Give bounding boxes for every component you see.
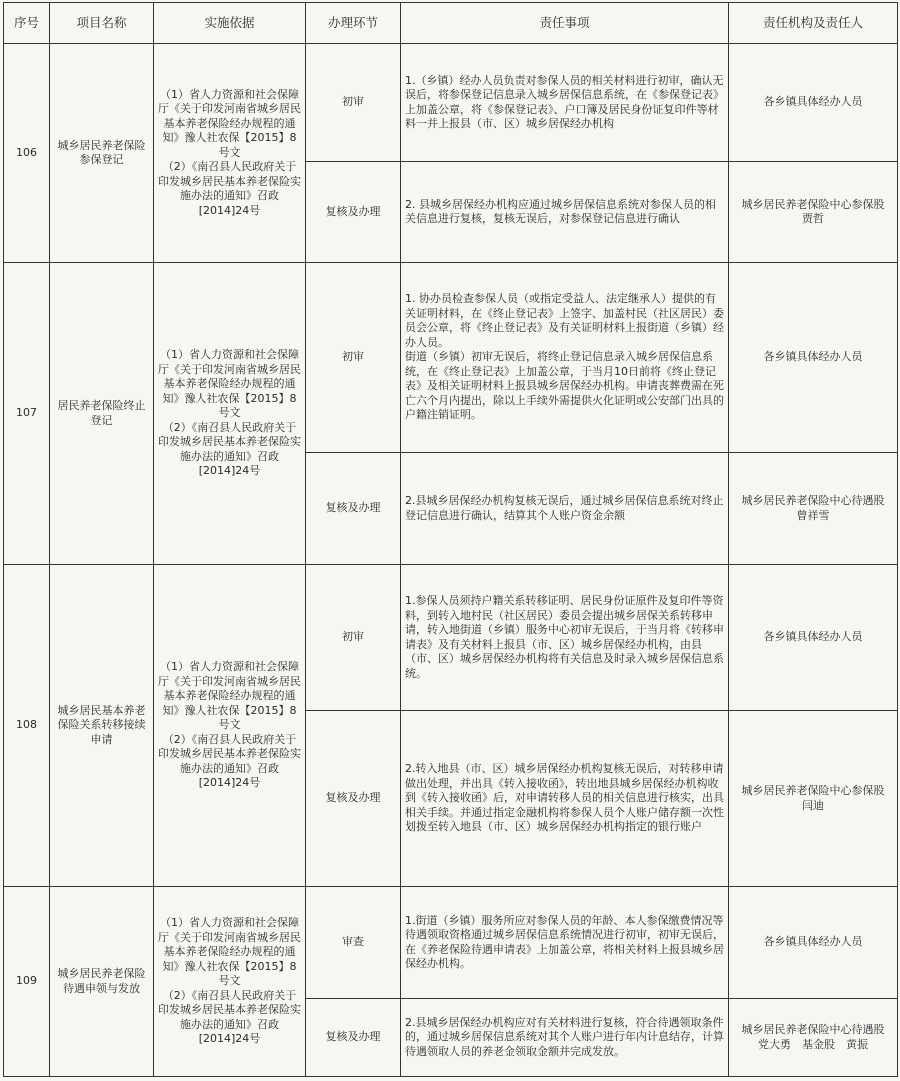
row-seq: 108 [4,565,50,887]
header-duty: 责任事项 [401,3,729,44]
row-org: 城乡居民养老保险中心待遇股 党大勇 基金股 黄振 [729,999,898,1077]
header-row [4,3,898,44]
table-row [4,565,898,711]
table-row [4,887,898,999]
row-org: 各乡镇具体经办人员 [729,887,898,999]
header-stage: 办理环节 [306,3,401,44]
row-org: 城乡居民养老保险中心参保股 贾哲 [729,162,898,263]
row-org: 各乡镇具体经办人员 [729,44,898,162]
row-basis: （1）省人力资源和社会保障厅《关于印发河南省城乡居民基本养老保险经办规程的通知》豫人社农保【2015】8号文 （2）《南召县人民政府关于印发城乡居民基本养老保险实施办法的通知》召政[2014]24号 [154,565,306,887]
row-duty: 2.转入地县（市、区）城乡居保经办机构复核无误后，对转移申请做出处理，并出具《转入接收函》，转出地县城乡居保经办机构收到《转入接收函》后，对申请转移人员的相关信息进行核实，出具相关手续。并通过指定金融机构将参保人员个人账户储存额一次性划拨至转入地县（市、区）城乡居保经办机构指定的银行账户 [401,711,729,887]
table-row [4,44,898,162]
row-duty: 1. 协办员检查参保人员（或指定受益人、法定继承人）提供的有关证明材料，在《终止登记表》上签字、加盖村民（社区居民）委员会公章，将《终止登记表》及有关证明材料上报街道（乡镇）经办人员。 街道（乡镇）初审无误后，将终止登记信息录入城乡居保信息系统，在《终止登记表》上加盖公章，于当月10日前将《终止登记表》及相关证明材料上报县城乡居保经办机构。申请丧葬费需在死亡六个月内提出，除以上手续外需提供火化证明或公安部门出具的户籍注销证明。 [401,263,729,453]
row-stage: 初审 [306,565,401,711]
row-duty: 2.县城乡居保经办机构复核无误后，通过城乡居保信息系统对终止登记信息进行确认，结算其个人账户资金余额 [401,453,729,565]
row-seq: 107 [4,263,50,565]
row-duty: 2. 县城乡居保经办机构应通过城乡居保信息系统对参保人员的相关信息进行复核，复核无误后，对参保登记信息进行确认 [401,162,729,263]
row-basis: （1）省人力资源和社会保障厅《关于印发河南省城乡居民基本养老保险经办规程的通知》豫人社农保【2015】8号文 （2）《南召县人民政府关于印发城乡居民基本养老保险实施办法的通知》召政[2014]24号 [154,263,306,565]
row-stage: 复核及办理 [306,999,401,1077]
row-duty: 1.（乡镇）经办人员负责对参保人员的相关材料进行初审，确认无误后，将参保登记信息录入城乡居保信息系统，在《参保登记表》上加盖公章，将《参保登记表》、户口簿及居民身份证复印件等材料一并上报县（市、区）城乡居保经办机构 [401,44,729,162]
row-org: 各乡镇具体经办人员 [729,263,898,453]
header-org: 责任机构及责任人 [729,3,898,44]
header-project-name: 项目名称 [50,3,154,44]
row-duty: 1.街道（乡镇）服务所应对参保人员的年龄、本人参保缴费情况等待遇领取资格通过城乡居保信息系统情况进行初审，初审无误后，在《养老保险待遇申请表》上加盖公章，将相关材料上报县城乡居保经办机构。 [401,887,729,999]
row-stage: 复核及办理 [306,711,401,887]
row-project-name: 城乡居民养老保险参保登记 [50,44,154,263]
row-project-name: 居民养老保险终止登记 [50,263,154,565]
responsibility-table [3,2,898,1077]
header-basis: 实施依据 [154,3,306,44]
row-project-name: 城乡居民基本养老保险关系转移接续申请 [50,565,154,887]
row-duty: 1.参保人员须持户籍关系转移证明、居民身份证原件及复印件等资料，到转入地村民（社区居民）委员会提出城乡居保关系转移申请，转入地街道（乡镇）服务中心初审无误后，于当月将《转移申请表》及有关材料上报县（市、区）城乡居保经办机构，由县（市、区）城乡居保经办机构将有关信息及时录入城乡居保信息系统。 [401,565,729,711]
row-project-name: 城乡居民养老保险待遇申领与发放 [50,887,154,1077]
row-seq: 106 [4,44,50,263]
row-basis: （1）省人力资源和社会保障厅《关于印发河南省城乡居民基本养老保险经办规程的通知》豫人社农保【2015】8号文 （2）《南召县人民政府关于印发城乡居民基本养老保险实施办法的通知》召政[2014]24号 [154,887,306,1077]
row-org: 城乡居民养老保险中心待遇股 曾祥雪 [729,453,898,565]
row-stage: 初审 [306,263,401,453]
row-stage: 审查 [306,887,401,999]
row-org: 城乡居民养老保险中心参保股 闫迪 [729,711,898,887]
row-stage: 复核及办理 [306,453,401,565]
row-stage: 初审 [306,44,401,162]
header-seq: 序号 [4,3,50,44]
row-org: 各乡镇具体经办人员 [729,565,898,711]
table-row [4,263,898,453]
row-duty: 2.县城乡居保经办机构应对有关材料进行复核，符合待遇领取条件的，通过城乡居保信息系统对其个人账户进行年内计息结存，计算待遇领取人员的养老金领取金额并完成发放。 [401,999,729,1077]
row-basis: （1）省人力资源和社会保障厅《关于印发河南省城乡居民基本养老保险经办规程的通知》豫人社农保【2015】8号文 （2）《南召县人民政府关于印发城乡居民基本养老保险实施办法的通知》召政[2014]24号 [154,44,306,263]
row-stage: 复核及办理 [306,162,401,263]
row-seq: 109 [4,887,50,1077]
